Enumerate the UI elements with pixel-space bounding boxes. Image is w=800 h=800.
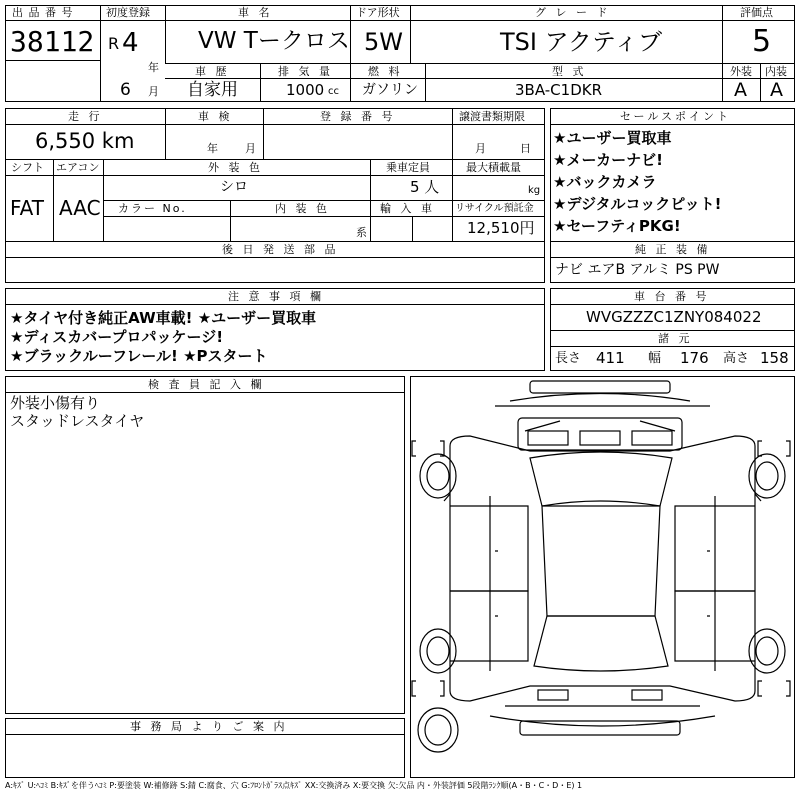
inspector-label: 検 査 員 記 入 欄 <box>148 378 265 391</box>
mileage-label: 走 行 <box>68 110 103 123</box>
ac-label: エアコン <box>56 161 100 174</box>
color: シロ <box>220 179 248 195</box>
length-label: 長さ <box>555 351 582 366</box>
displacement-label: 排 気 量 <box>278 65 333 78</box>
interior-color-suffix: 系 <box>356 226 367 239</box>
office-label: 事 務 局 よ り ご 案 内 <box>130 720 288 733</box>
reg-year-unit: 年 <box>148 61 159 74</box>
inspection-month: 月 <box>245 142 256 155</box>
selling-point-item: ★デジタルコックピット! <box>553 195 722 213</box>
reg-year: 4 <box>122 28 139 58</box>
width-label: 幅 <box>648 351 662 366</box>
import-label: 輸 入 車 <box>380 202 435 215</box>
score: 5 <box>752 24 772 59</box>
transfer-month: 月 <box>475 142 486 155</box>
reg-month: 6 <box>120 80 131 100</box>
recycle-label: リサイクル預託金 <box>455 203 534 214</box>
lot-no: 38112 <box>10 25 95 58</box>
max-load-label: 最大積載量 <box>466 161 521 174</box>
history-label: 車 歴 <box>195 65 230 78</box>
car-diagram <box>410 376 795 778</box>
length: 411 <box>596 349 625 367</box>
selling-point-item: ★バックカメラ <box>553 173 657 191</box>
interior-color-label: 内 装 色 <box>275 202 330 215</box>
notes-label: 注 意 事 項 欄 <box>228 290 324 303</box>
transfer-label: 譲渡書類期限 <box>459 110 525 123</box>
fuel-label: 燃 料 <box>368 65 403 78</box>
height-label: 高さ <box>723 351 750 366</box>
door-label: ドア形状 <box>356 6 400 19</box>
exterior-label: 外装 <box>730 65 752 78</box>
chassis-label: 車 台 番 号 <box>634 290 710 303</box>
exterior-grade: A <box>734 79 747 101</box>
inspector-line: スタッドレスタイヤ <box>10 412 145 430</box>
capacity-label: 乗車定員 <box>386 161 430 174</box>
color-no-label: カラー No. <box>118 202 187 215</box>
dimensions-label: 諸 元 <box>658 332 693 345</box>
height: 158 <box>760 349 789 367</box>
inspector-line: 外装小傷有り <box>10 394 101 412</box>
legend-footer: A:ｷｽﾞ U:ﾍｺﾐ B:ｷｽﾞを伴うﾍｺﾐ P:要塗装 W:補修跡 S:錆 C:腐食、穴 G:ﾌﾛﾝﾄｶﾞﾗｽ点ｷｽﾞ XX:交換済み X:要交換 欠:欠品 内・外装評価 5段階ﾗﾝｸ順(A・B・C・D・E) 1 <box>5 781 583 790</box>
selling-point-item: ★セーフティPKG! <box>553 217 681 235</box>
shift-label: シフト <box>11 161 44 174</box>
inspection-label: 車 検 <box>198 110 233 123</box>
chassis-number: WVGZZZC1ZNY084022 <box>586 308 762 326</box>
model-label: 型 式 <box>552 65 587 78</box>
recycle-fee: 12,510円 <box>467 219 535 237</box>
selling-point-item: ★ユーザー買取車 <box>553 129 672 147</box>
reg-month-unit: 月 <box>148 85 159 98</box>
max-load-unit: kg <box>528 185 541 196</box>
grade: TSI アクティブ <box>500 28 662 56</box>
interior-grade: A <box>770 79 783 101</box>
lot-no-label: 出 品 番 号 <box>12 6 74 19</box>
capacity: 5 人 <box>410 178 440 196</box>
displacement-unit: cc <box>328 86 339 97</box>
note-line: ★ブラックルーフレール! ★Pスタート <box>10 347 268 365</box>
equipment-label: 純 正 装 備 <box>635 243 711 256</box>
history: 自家用 <box>187 80 238 100</box>
width: 176 <box>680 349 709 367</box>
note-line: ★ディスカバープロパッケージ! <box>10 328 224 346</box>
car-name-label: 車 名 <box>238 6 273 19</box>
first-reg-label: 初度登録 <box>106 6 150 19</box>
mileage: 6,550 km <box>35 129 135 153</box>
model: 3BA-C1DKR <box>515 81 603 99</box>
selling-point-item: ★メーカーナビ! <box>553 151 663 169</box>
interior-label: 内装 <box>765 65 787 78</box>
score-label: 評価点 <box>740 6 773 19</box>
door-type: 5W <box>364 28 403 56</box>
car-name: VW Tークロス <box>198 28 350 54</box>
ac: AAC <box>59 196 101 220</box>
later-parts-label: 後 日 発 送 部 品 <box>222 243 339 256</box>
note-line: ★タイヤ付き純正AW車載! ★ユーザー買取車 <box>10 309 317 327</box>
inspection-year: 年 <box>207 142 218 155</box>
era: R <box>108 34 120 53</box>
fuel: ガソリン <box>362 82 418 98</box>
selling-points-label: セールスポイント <box>620 110 732 123</box>
equipment: ナビ エアB アルミ PS PW <box>555 262 720 278</box>
displacement: 1000 <box>286 81 325 99</box>
shift: FAT <box>10 196 45 220</box>
grade-label: グ レ ー ド <box>535 6 611 19</box>
transfer-day: 日 <box>520 142 531 155</box>
reg-no-label: 登 録 番 号 <box>320 110 396 123</box>
color-label: 外 装 色 <box>208 161 263 174</box>
